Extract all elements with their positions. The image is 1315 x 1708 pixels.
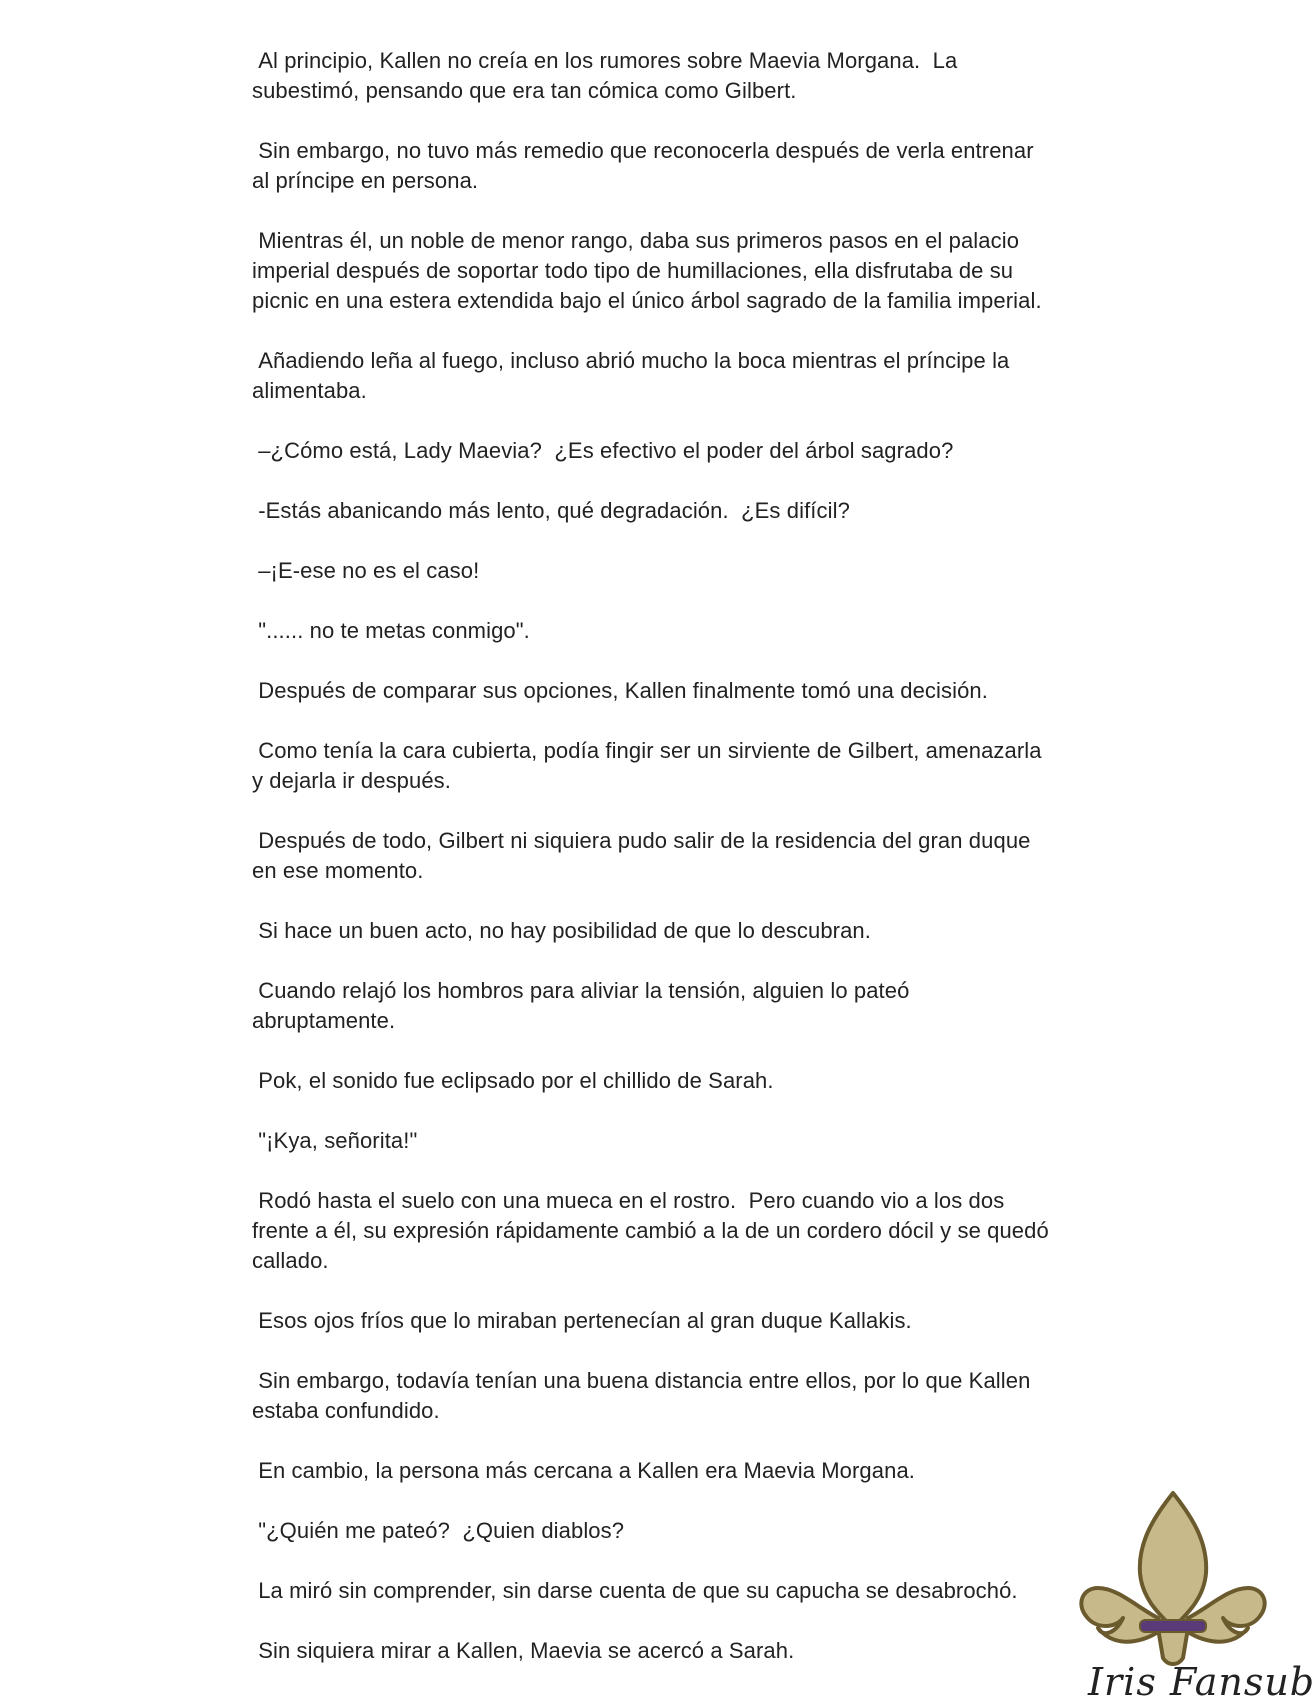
paragraph-6: -Estás abanicando más lento, qué degradación. ¿Es difícil? [252,498,850,523]
paragraph-2: Sin embargo, no tuvo más remedio que reconocerla después de verla entrenar al príncipe en persona. [252,138,1040,193]
paragraph-10: Como tenía la cara cubierta, podía fingir ser un sirviente de Gilbert, amenazarla y dejarla ir después. [252,738,1048,793]
paragraph-4: Añadiendo leña al fuego, incluso abrió mucho la boca mientras el príncipe la alimentaba. [252,348,1016,403]
paragraph-9: Después de comparar sus opciones, Kallen finalmente tomó una decisión. [252,678,988,703]
paragraph-8: "...... no te metas conmigo". [252,618,530,643]
paragraph-16: Rodó hasta el suelo con una mueca en el rostro. Pero cuando vio a los dos frente a él, su expresión rápidamente cambió a la de un cordero dócil y se quedó callado. [252,1188,1056,1273]
paragraph-14: Pok, el sonido fue eclipsado por el chillido de Sarah. [252,1068,774,1093]
paragraph-12: Si hace un buen acto, no hay posibilidad de que lo descubran. [252,918,871,943]
paragraph-21: La miró sin comprender, sin darse cuenta de que su capucha se desabrochó. [252,1578,1018,1603]
paragraph-3: Mientras él, un noble de menor rango, daba sus primeros pasos en el palacio imperial después de soportar todo tipo de humillaciones, ella disfrutaba de su picnic en una estera extendida bajo el único árbol sagrado de la familia imperial. [252,228,1042,313]
paragraph-13: Cuando relajó los hombros para aliviar la tensión, alguien lo pateó abruptamente. [252,978,916,1033]
story-text [252,46,1056,1696]
paragraph-5: –¿Cómo está, Lady Maevia? ¿Es efectivo el poder del árbol sagrado? [252,438,954,463]
paragraph-1: Al principio, Kallen no creía en los rumores sobre Maevia Morgana. La subestimó, pensando que era tan cómica como Gilbert. [252,48,964,103]
paragraph-20: "¿Quién me pateó? ¿Quien diablos? [252,1518,625,1543]
paragraph-19: En cambio, la persona más cercana a Kallen era Maevia Morgana. [252,1458,915,1483]
watermark-text: Iris Fansub [1088,1660,1315,1704]
paragraph-11: Después de todo, Gilbert ni siquiera pudo salir de la residencia del gran duque en ese momento. [252,828,1037,883]
paragraph-17: Esos ojos fríos que lo miraban pertenecían al gran duque Kallakis. [252,1308,912,1333]
paragraph-22: Sin siquiera mirar a Kallen, Maevia se acercó a Sarah. [252,1638,795,1663]
paragraph-18: Sin embargo, todavía tenían una buena distancia entre ellos, por lo que Kallen estaba confundido. [252,1368,1037,1423]
paragraph-7: –¡E-ese no es el caso! [252,558,480,583]
paragraph-15: "¡Kya, señorita!" [252,1128,418,1153]
